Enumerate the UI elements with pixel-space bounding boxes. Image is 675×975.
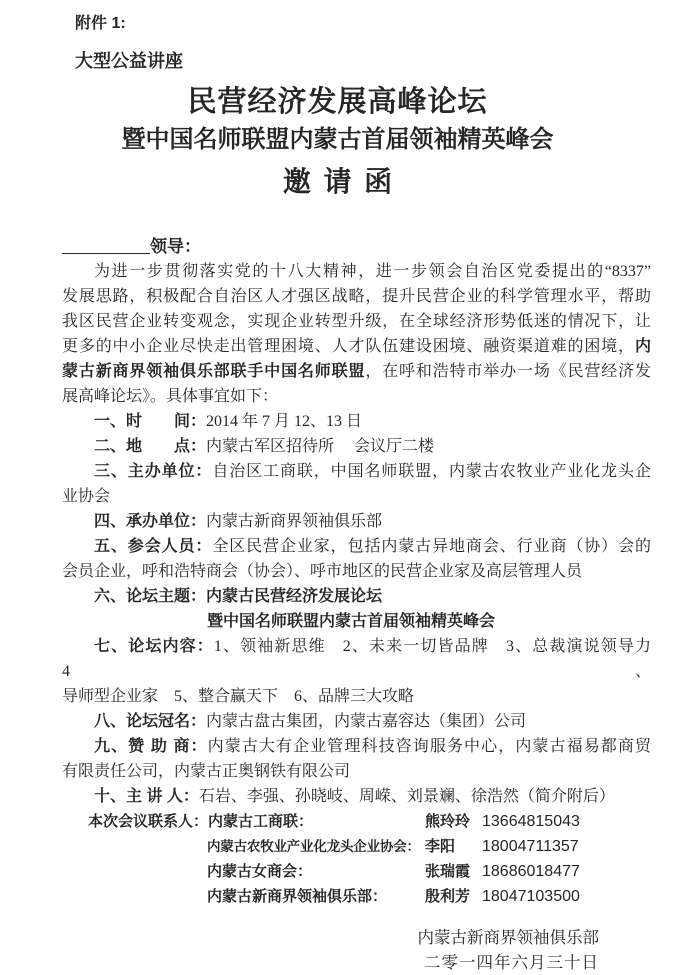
item-venue [62, 434, 651, 459]
paragraph-line [62, 284, 651, 309]
document-subtitle: 暨中国名师联盟内蒙古首届领袖精英峰会 [121, 126, 554, 153]
item-forum-content-line2: 导师型企业家 5、整合赢天下 6、品牌三大攻略 [62, 688, 415, 705]
item-organizer-line1 [62, 459, 651, 484]
paragraph-line [62, 309, 651, 334]
item-organizer-line2: 业协会 [62, 488, 111, 505]
item-participants-value: 全区民营企业家，包括内蒙古异地商会、行业商（协）会的 [212, 538, 651, 555]
item-naming [62, 709, 651, 734]
item-undertaker [62, 509, 651, 534]
item-sponsor-value: 内蒙古大有企业管理科技咨询服务中心，内蒙古福易都商贸 [207, 738, 651, 755]
item-organizer-value: 自治区工商联，中国名师联盟，内蒙古农牧业产业化龙头企 [212, 463, 651, 480]
paragraph-line [62, 359, 651, 384]
contact-org: 内蒙古农牧业产业化龙头企业协会： [207, 839, 420, 854]
contact-name: 熊玲玲 [425, 813, 471, 830]
document-title: 民营经济发展高峰论坛 [187, 86, 488, 118]
item-naming-value: 内蒙古盘古集团，内蒙古嘉容达（集团）公司 [206, 713, 527, 730]
item-theme-value2: 暨中国名师联盟内蒙古首届领袖精英峰会 [207, 613, 496, 630]
signature-block [62, 925, 651, 975]
paragraph-line [62, 259, 651, 284]
item-theme-line2 [207, 609, 651, 634]
contact-phone: 18004711357 [482, 838, 579, 855]
contact-row [62, 884, 651, 909]
contact-org: 内蒙古工商联： [208, 813, 314, 830]
contact-phone: 18047103500 [482, 888, 580, 905]
item-organizer-label: 三、主办单位： [94, 463, 213, 480]
paragraph-text: 我区民营企业转变观念，实现企业转型升级，在全球经济形势低迷的情况下，让 [62, 313, 651, 330]
document-body [0, 234, 675, 975]
paragraph-bold-text: 蒙古新商界领袖俱乐部联手中国名师联盟 [62, 363, 366, 380]
paragraph-line [62, 334, 651, 359]
contact-org: 内蒙古女商会： [207, 863, 313, 880]
item-theme-label: 六、论坛主题： [94, 588, 207, 605]
item-forum-content [62, 634, 667, 709]
contact-row [62, 859, 651, 884]
item-participants [62, 534, 651, 584]
paragraph-bold-text: 内 [634, 338, 651, 355]
salutation-label: 领导： [150, 237, 201, 256]
paragraph-text: 更多的中小企业尽快走出管理困境、人才队伍建设困境、融资渠道难的困境， [62, 338, 635, 355]
item-organizer [62, 459, 651, 509]
item-sponsor [62, 734, 651, 784]
item-participants-line2: 会员企业，呼和浩特商会（协会）、呼市地区的民营企业家及高层管理人员 [62, 563, 583, 580]
contact-row [62, 834, 651, 859]
item-theme [62, 584, 651, 634]
item-forum-content-value: 1、领袖新思维 2、未来一切皆品牌 3、总裁演说领导力 4、 [62, 638, 667, 680]
invitation-letter-heading: 邀请函 [282, 166, 405, 197]
item-time-label: 一、时 间： [94, 413, 207, 430]
contacts-block [62, 809, 651, 909]
contact-phone: 18686018477 [482, 863, 580, 880]
item-sponsor-line2: 有限责任公司，内蒙古正奥钢铁有限公司 [62, 763, 351, 780]
item-theme-line1 [62, 584, 651, 609]
item-undertaker-value: 内蒙古新商界领袖俱乐部 [206, 513, 383, 530]
salutation-blank-underline [62, 235, 150, 254]
item-forum-content-label: 七、论坛内容： [94, 638, 214, 655]
signature-date: 二零一四年六月三十日 [424, 953, 599, 972]
item-speakers [62, 784, 651, 809]
intro-paragraph [62, 259, 651, 409]
contact-name: 李阳 [425, 838, 456, 855]
contacts-heading: 本次会议联系人： [88, 813, 209, 830]
contact-org: 内蒙古新商界领袖俱乐部： [207, 888, 388, 905]
paragraph-text: 为进一步贯彻落实党的十八大精神，进一步领会自治区党委提出的“8337” [94, 263, 651, 280]
item-theme-value: 内蒙古民营经济发展论坛 [206, 588, 383, 605]
attachment-label: 附件 1: [75, 15, 126, 32]
paragraph-text: 发展思路，积极配合自治区人才强区战略，提升民营企业的科学管理水平，帮助 [62, 288, 651, 305]
item-participants-line1 [62, 534, 651, 559]
item-speakers-label: 十、主 讲 人： [94, 788, 199, 805]
contact-row [62, 809, 651, 834]
item-participants-label: 五、参会人员： [94, 538, 213, 555]
lecture-type-label: 大型公益讲座 [75, 51, 183, 71]
contact-name: 张瑞霞 [425, 863, 471, 880]
paragraph-text: ，在呼和浩特市举办一场《民营经济发 [365, 363, 651, 380]
item-time-value: 2014 年 7 月 12、13 日 [206, 413, 363, 430]
item-undertaker-label: 四、承办单位： [94, 513, 207, 530]
detail-items-list [62, 409, 667, 809]
item-time [62, 409, 651, 434]
signature-organization: 内蒙古新商界领袖俱乐部 [417, 928, 599, 947]
item-naming-label: 八、论坛冠名： [94, 713, 207, 730]
paragraph-text: 展高峰论坛》。具体事宜如下： [62, 388, 279, 405]
item-forum-content-line1 [62, 634, 667, 684]
paragraph-line [62, 384, 651, 409]
contact-phone: 13664815043 [482, 813, 580, 830]
contact-name: 殷利芳 [425, 888, 471, 905]
item-speakers-value: 石岩、李强、孙晓岐、周嵘、刘景斓、徐浩然（简介附后） [198, 788, 615, 805]
item-venue-value: 内蒙古军区招待所 会议厅二楼 [206, 438, 435, 455]
item-sponsor-line1 [62, 734, 651, 759]
salutation-line [62, 234, 651, 259]
item-sponsor-label: 九、赞 助 商： [94, 738, 208, 755]
item-venue-label: 二、地 点： [94, 438, 207, 455]
